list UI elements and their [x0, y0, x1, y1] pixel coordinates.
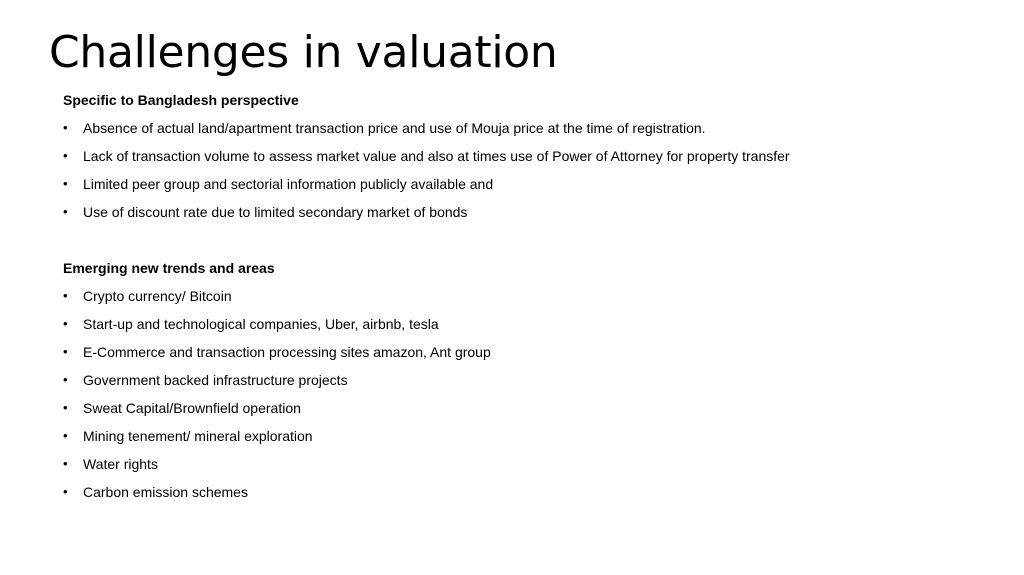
list-item-text: Water rights [83, 456, 158, 472]
list-item-text: Limited peer group and sectorial information publicly available and [83, 176, 494, 192]
slide-title: Challenges in valuation [49, 27, 558, 78]
list-item [63, 198, 963, 226]
list-item [63, 366, 963, 394]
list-item-text: Crypto currency/ Bitcoin [83, 288, 232, 304]
section-heading-bangladesh: Specific to Bangladesh perspective [63, 92, 299, 108]
bullet-icon: • [63, 484, 68, 499]
bullet-icon: • [63, 204, 68, 219]
list-item-text: E-Commerce and transaction processing sites amazon, Ant group [83, 344, 491, 360]
list-item-text: Carbon emission schemes [83, 484, 248, 500]
bullet-icon: • [63, 120, 68, 135]
list-item [63, 478, 963, 506]
bullet-icon: • [63, 372, 68, 387]
bullet-icon: • [63, 288, 68, 303]
list-item-text: Mining tenement/ mineral exploration [83, 428, 313, 444]
bullet-icon: • [63, 428, 68, 443]
list-item-text: Absence of actual land/apartment transaction price and use of Mouja price at the time of registration. [83, 120, 706, 136]
bullet-icon: • [63, 344, 68, 359]
list-item [63, 170, 963, 198]
bullet-icon: • [63, 316, 68, 331]
list-item [63, 310, 963, 338]
list-item [63, 450, 963, 478]
list-item [63, 338, 963, 366]
list-item-text: Sweat Capital/Brownfield operation [83, 400, 301, 416]
list-item [63, 114, 963, 142]
slide-body [63, 86, 963, 506]
bullet-icon: • [63, 456, 68, 471]
list-item-text: Start-up and technological companies, Uber, airbnb, tesla [83, 316, 439, 332]
list-item [63, 422, 963, 450]
section-heading-emerging-trends: Emerging new trends and areas [63, 260, 275, 276]
emerging-trends-bullet-list [63, 282, 963, 506]
bangladesh-bullet-list [63, 114, 963, 226]
list-item [63, 394, 963, 422]
bullet-icon: • [63, 176, 68, 191]
list-item [63, 142, 963, 170]
bullet-icon: • [63, 400, 68, 415]
list-item-text: Government backed infrastructure projects [83, 372, 348, 388]
section-spacer [63, 226, 963, 254]
list-item [63, 282, 963, 310]
list-item-text: Lack of transaction volume to assess market value and also at times use of Power of Attorney for property transfer [83, 148, 790, 164]
list-item-text: Use of discount rate due to limited secondary market of bonds [83, 204, 468, 220]
bullet-icon: • [63, 148, 68, 163]
